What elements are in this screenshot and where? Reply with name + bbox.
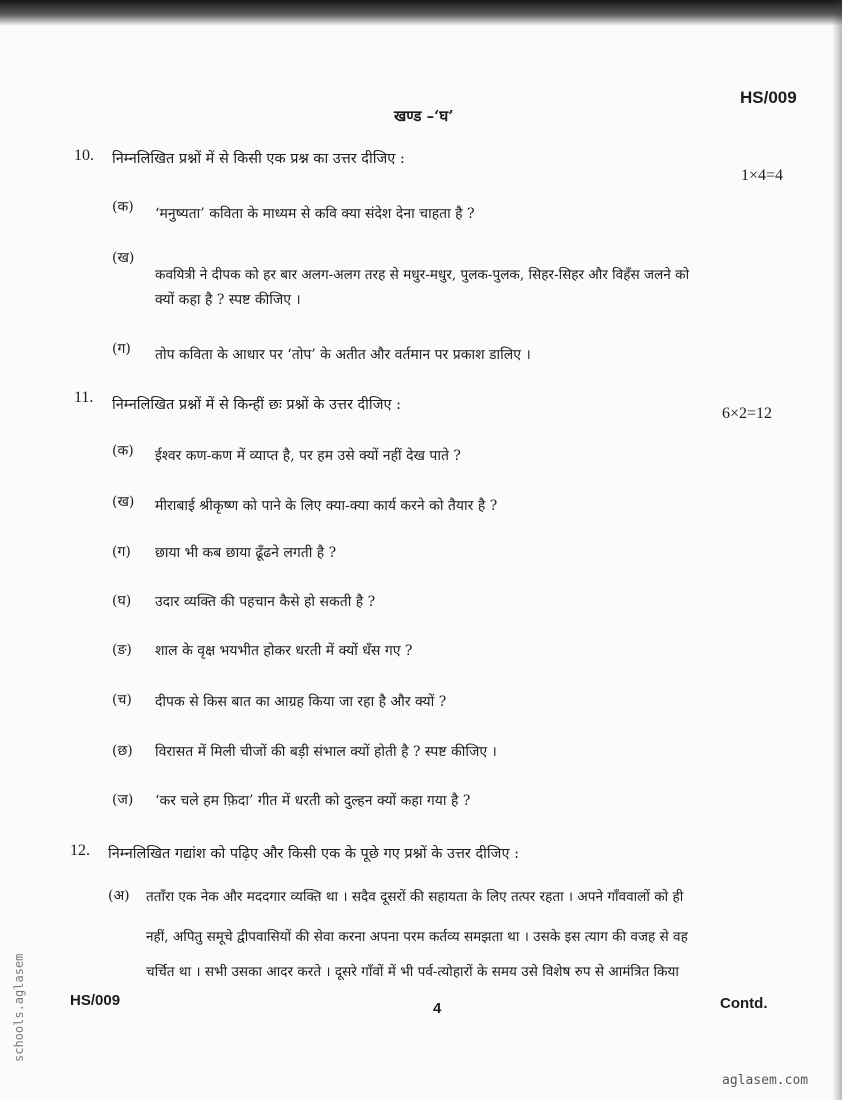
q10-option-label: (ख) — [112, 250, 135, 266]
footer-paper-code: HS/009 — [70, 992, 121, 1009]
q11-option-text: उदार व्यक्ति की पहचान कैसे हो सकती है ? — [155, 594, 376, 610]
q11-option-label: (ग) — [112, 544, 131, 560]
scan-top-edge — [0, 0, 842, 26]
q10-option-text: तोप कविता के आधार पर ‘तोप’ के अतीत और वर्तमान पर प्रकाश डालिए । — [155, 347, 531, 363]
question-12-number: 12. — [70, 842, 90, 859]
q11-option-label: (घ) — [112, 593, 132, 609]
q11-option-label: (ङ) — [112, 642, 132, 658]
q11-option-text: ‘कर चले हम फ़िदा’ गीत में धरती को दुल्हन क्यों कहा गया है ? — [155, 793, 471, 809]
question-10-number: 10. — [74, 147, 94, 164]
paper-code-header: HS/009 — [740, 88, 797, 107]
q11-option-label: (च) — [112, 692, 132, 708]
bottom-right-watermark: aglasem.com — [722, 1073, 809, 1088]
q10-option-text: ‘मनुष्यता’ कविता के माध्यम से कवि क्या संदेश देना चाहता है ? — [155, 206, 475, 222]
side-watermark: schools.aglasem — [12, 953, 26, 1062]
q11-option-text: शाल के वृक्ष भयभीत होकर धरती में क्यों धँस गए ? — [155, 643, 413, 659]
q11-option-text: ईश्वर कण-कण में व्याप्त है, पर हम उसे क्यों नहीं देख पाते ? — [155, 448, 461, 464]
question-11-text: निम्नलिखित प्रश्नों में से किन्हीं छः प्रश्नों के उत्तर दीजिए : — [112, 397, 401, 413]
q10-option-label: (ग) — [112, 341, 131, 357]
question-12-text: निम्नलिखित गद्यांश को पढ़िए और किसी एक के पूछे गए प्रश्नों के उत्तर दीजिए : — [108, 846, 519, 862]
q11-option-text: मीराबाई श्रीकृष्ण को पाने के लिए क्या-क्या कार्य करने को तैयार है ? — [155, 498, 498, 514]
section-title: खण्ड –‘घ’ — [394, 107, 454, 125]
footer-page-number: 4 — [433, 1000, 442, 1017]
q12-passage-label: (अ) — [108, 888, 130, 904]
q12-passage-line: नहीं, अपितु समूचे द्वीपवासियों की सेवा करना अपना परम कर्तव्य समझता था । उसके इस त्याग की वजह से वह — [146, 929, 688, 945]
question-11-number: 11. — [74, 389, 94, 406]
q11-option-text: दीपक से किस बात का आग्रह किया जा रहा है और क्यों ? — [155, 694, 447, 710]
q10-option-text: कवयित्री ने दीपक को हर बार अलग-अलग तरह से मधुर-मधुर, पुलक-पुलक, सिहर-सिहर और विहँस जलने को — [155, 267, 690, 283]
q12-passage-line: चर्चित था । सभी उसका आदर करते । दूसरे गाँवों में भी पर्व-त्योहारों के समय उसे विशेष रुप से आमंत्रित किया — [146, 964, 679, 980]
q10-option-text-cont: क्यों कहा है ? स्पष्ट कीजिए । — [155, 292, 301, 308]
q11-option-label: (क) — [112, 443, 134, 459]
q10-option-label: (क) — [112, 199, 134, 215]
q12-passage-line: तताँरा एक नेक और मददगार व्यक्ति था । सदैव दूसरों की सहायता के लिए तत्पर रहता । अपने गाँववालों को ही — [146, 889, 684, 905]
q11-option-label: (ज) — [112, 792, 134, 808]
question-10-marks: 1×4=4 — [741, 167, 784, 184]
q11-option-text: विरासत में मिली चीजों की बड़ी संभाल क्यों होती है ? स्पष्ट कीजिए । — [155, 744, 497, 760]
scan-right-edge — [832, 0, 842, 1100]
q11-option-label: (छ) — [112, 743, 133, 759]
question-10-text: निम्नलिखित प्रश्नों में से किसी एक प्रश्न का उत्तर दीजिए : — [112, 151, 405, 167]
question-11-marks: 6×2=12 — [722, 405, 773, 422]
footer-contd: Contd. — [720, 995, 768, 1012]
q11-option-label: (ख) — [112, 494, 135, 510]
q11-option-text: छाया भी कब छाया ढूँढने लगती है ? — [155, 545, 337, 561]
